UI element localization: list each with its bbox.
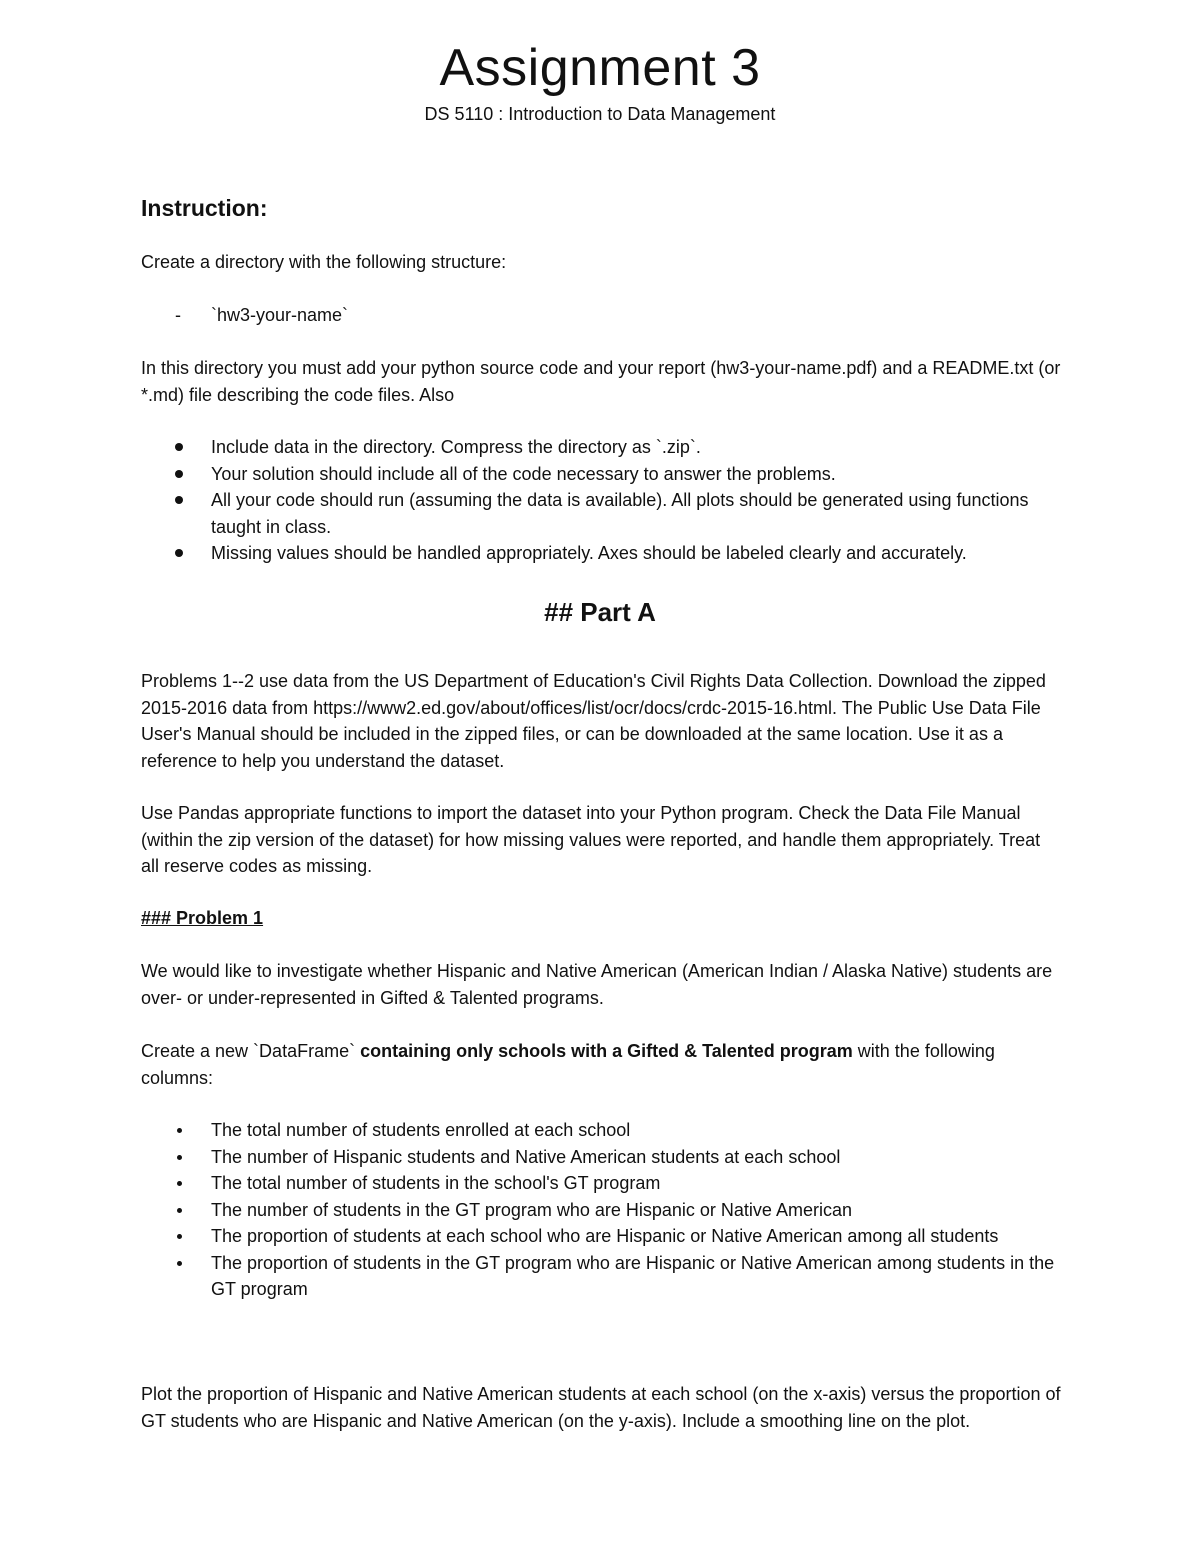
list-item: Include data in the directory. Compress the directory as `.zip`. <box>141 434 1061 461</box>
bullet-icon <box>175 549 183 557</box>
document-title: Assignment 3 <box>439 39 761 97</box>
list-item: The total number of students enrolled at each school <box>141 1117 1061 1144</box>
list-item: Missing values should be handled appropriately. Axes should be labeled clearly and accurately. <box>141 540 1061 567</box>
bullet-icon <box>177 1128 182 1133</box>
list-item: Your solution should include all of the code necessary to answer the problems. <box>141 461 1061 488</box>
list-item: The number of Hispanic students and Native American students at each school <box>141 1144 1061 1171</box>
part-a-paragraph-1: Problems 1--2 use data from the US Department of Education's Civil Rights Data Collection. Download the zipped 2015-2016 data from https://www2.ed.gov/about/offices/list/ocr/docs/crdc-2015-16.html. The Public Use Data File User's Manual should be included in the zipped files, or can be downloaded at the same location. Use it as a reference to help you understand the dataset. <box>141 671 1046 771</box>
directory-name: `hw3-your-name` <box>211 305 349 325</box>
bullet-icon <box>177 1261 182 1266</box>
dataframe-emphasis: containing only schools with a Gifted & Talented program <box>360 1041 853 1061</box>
instruction-bullet-list <box>141 434 1061 567</box>
document-subtitle: DS 5110 : Introduction to Data Management <box>424 104 776 124</box>
list-item: The proportion of students in the GT program who are Hispanic or Native American among students in the GT program <box>141 1250 1061 1303</box>
part-a-paragraph-2: Use Pandas appropriate functions to import the dataset into your Python program. Check the Data File Manual (within the zip version of the dataset) for how missing values were reported, and handle them appropriately. Treat all reserve codes as missing. <box>141 803 1041 876</box>
bullet-icon <box>175 470 183 478</box>
plot-instruction: Plot the proportion of Hispanic and Native American students at each school (on the x-axis) versus the proportion of GT students who are Hispanic and Native American (on the y-axis). Include a smoothing line on the plot. <box>141 1384 1061 1431</box>
list-item: The number of students in the GT program who are Hispanic or Native American <box>141 1197 1061 1224</box>
list-item: The proportion of students at each school who are Hispanic or Native American among all students <box>141 1223 1061 1250</box>
bullet-icon <box>177 1234 182 1239</box>
list-item: All your code should run (assuming the data is available). All plots should be generated using functions taught in class. <box>141 487 1061 540</box>
instruction-paragraph: In this directory you must add your python source code and your report (hw3-your-name.pdf) and a README.txt (or *.md) file describing the code files. Also <box>141 358 1061 405</box>
problem-1-heading: ### Problem 1 <box>141 908 264 928</box>
instruction-intro: Create a directory with the following structure: <box>141 252 507 272</box>
bullet-icon <box>177 1155 182 1160</box>
part-a-heading: ## Part A <box>544 597 656 627</box>
bullet-icon <box>177 1181 182 1186</box>
problem-1-paragraph: We would like to investigate whether Hispanic and Native American (American Indian / Alaska Native) students are over- or under-represented in Gifted & Talented programs. <box>141 961 1053 1008</box>
bullet-icon <box>175 443 183 451</box>
dataframe-columns-list <box>141 1117 1061 1303</box>
bullet-icon <box>175 496 183 504</box>
bullet-icon <box>177 1208 182 1213</box>
instruction-heading: Instruction: <box>141 195 268 221</box>
dash-marker: - <box>175 305 181 325</box>
dataframe-instruction: Create a new `DataFrame` containing only schools with a Gifted & Talented program with the following columns: <box>141 1041 995 1088</box>
list-item: The total number of students in the school's GT program <box>141 1170 1061 1197</box>
